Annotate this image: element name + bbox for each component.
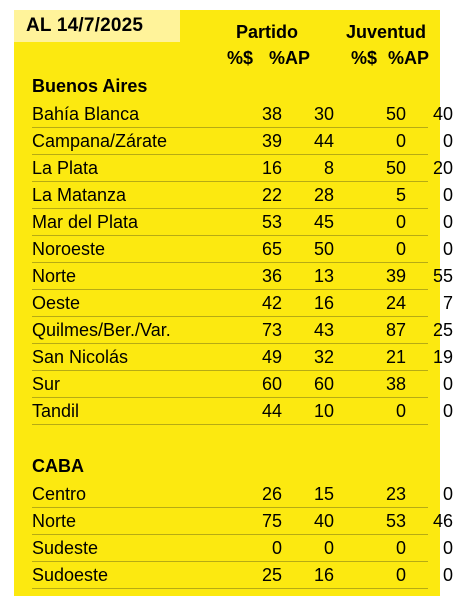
value-juventud-pct-money: 50 [385, 104, 406, 124]
table-row [32, 128, 453, 155]
row-name: Quilmes/Ber./Var. [32, 320, 171, 340]
table-row [32, 101, 453, 128]
table-row [32, 317, 453, 344]
table-row [32, 562, 453, 589]
value-juventud-pct-ap: 0 [442, 401, 453, 421]
value-juventud-pct-ap: 0 [442, 239, 453, 259]
value-juventud-pct-ap: 46 [432, 511, 453, 531]
section-title-buenos-aires: Buenos Aires [32, 76, 148, 96]
row-name: La Plata [32, 158, 99, 178]
row-name: Oeste [32, 293, 81, 313]
row-name: Centro [32, 484, 87, 504]
value-partido-pct-money: 39 [261, 131, 282, 151]
table-row [32, 182, 453, 209]
value-juventud-pct-ap: 19 [432, 347, 453, 367]
row-name: Sur [32, 374, 61, 394]
subheader-juventud-pct-money: %$ [350, 48, 377, 68]
value-partido-pct-money: 53 [261, 212, 282, 232]
value-partido-pct-money: 49 [261, 347, 282, 367]
table-row [32, 508, 453, 535]
value-partido-pct-money: 36 [261, 266, 282, 286]
value-juventud-pct-money: 21 [385, 347, 406, 367]
value-juventud-pct-money: 50 [385, 158, 406, 178]
value-partido-pct-ap: 28 [313, 185, 334, 205]
row-name: Norte [32, 266, 77, 286]
row-name: Sudeste [32, 538, 99, 558]
value-partido-pct-ap: 16 [313, 293, 334, 313]
table-row [32, 263, 453, 290]
header-partido: Partido [235, 22, 298, 42]
row-name: Sudoeste [32, 565, 109, 585]
value-partido-pct-money: 44 [261, 401, 282, 421]
value-partido-pct-money: 25 [261, 565, 282, 585]
row-name: Mar del Plata [32, 212, 139, 232]
row-name: San Nicolás [32, 347, 129, 367]
value-juventud-pct-money: 0 [395, 538, 406, 558]
row-name: Campana/Zárate [32, 131, 168, 151]
value-juventud-pct-money: 23 [385, 484, 406, 504]
value-juventud-pct-money: 53 [385, 511, 406, 531]
value-juventud-pct-ap: 7 [442, 293, 453, 313]
value-juventud-pct-money: 0 [395, 239, 406, 259]
value-partido-pct-money: 38 [261, 104, 282, 124]
value-partido-pct-ap: 40 [313, 511, 334, 531]
value-juventud-pct-ap: 0 [442, 185, 453, 205]
table-row [32, 344, 453, 371]
date-label: AL 14/7/2025 [26, 15, 144, 36]
row-name: Bahía Blanca [32, 104, 140, 124]
value-partido-pct-ap: 50 [313, 239, 334, 259]
value-partido-pct-ap: 45 [313, 212, 334, 232]
value-partido-pct-ap: 15 [313, 484, 334, 504]
table-row [32, 236, 453, 263]
value-juventud-pct-ap: 0 [442, 131, 453, 151]
table-row [32, 481, 453, 508]
value-partido-pct-ap: 0 [323, 538, 334, 558]
table-row [32, 371, 453, 398]
value-juventud-pct-ap: 0 [442, 565, 453, 585]
value-partido-pct-money: 73 [261, 320, 282, 340]
value-juventud-pct-money: 0 [395, 212, 406, 232]
value-partido-pct-money: 26 [261, 484, 282, 504]
value-partido-pct-money: 0 [271, 538, 282, 558]
value-partido-pct-ap: 44 [313, 131, 334, 151]
value-juventud-pct-money: 24 [385, 293, 406, 313]
subheader-partido-pct-ap: %AP [268, 48, 310, 68]
value-partido-pct-money: 60 [261, 374, 282, 394]
table-row [32, 290, 453, 317]
value-partido-pct-money: 42 [261, 293, 282, 313]
value-juventud-pct-ap: 20 [432, 158, 453, 178]
value-partido-pct-ap: 60 [313, 374, 334, 394]
value-juventud-pct-money: 38 [385, 374, 406, 394]
value-partido-pct-money: 22 [261, 185, 282, 205]
value-partido-pct-ap: 16 [313, 565, 334, 585]
section-title-caba: CABA [32, 456, 84, 476]
value-juventud-pct-ap: 40 [432, 104, 453, 124]
value-partido-pct-ap: 10 [313, 401, 334, 421]
table-row [32, 155, 453, 182]
value-juventud-pct-ap: 55 [432, 266, 453, 286]
table-row [32, 535, 453, 562]
value-partido-pct-money: 75 [261, 511, 282, 531]
value-juventud-pct-ap: 25 [432, 320, 453, 340]
value-partido-pct-ap: 13 [313, 266, 334, 286]
value-juventud-pct-money: 5 [395, 185, 406, 205]
row-name: La Matanza [32, 185, 127, 205]
subheader-juventud-pct-ap: %AP [387, 48, 429, 68]
value-partido-pct-ap: 32 [313, 347, 334, 367]
header-juventud: Juventud [345, 22, 426, 42]
table-row [32, 398, 453, 425]
row-name: Noroeste [32, 239, 106, 259]
value-partido-pct-money: 16 [261, 158, 282, 178]
value-partido-pct-ap: 8 [323, 158, 334, 178]
value-juventud-pct-money: 0 [395, 131, 406, 151]
value-juventud-pct-money: 0 [395, 565, 406, 585]
value-juventud-pct-money: 87 [385, 320, 406, 340]
value-partido-pct-ap: 43 [313, 320, 334, 340]
value-juventud-pct-ap: 0 [442, 484, 453, 504]
value-juventud-pct-money: 39 [385, 266, 406, 286]
value-juventud-pct-ap: 0 [442, 212, 453, 232]
value-partido-pct-money: 65 [261, 239, 282, 259]
row-name: Norte [32, 511, 77, 531]
table-row [32, 209, 453, 236]
value-juventud-pct-ap: 0 [442, 374, 453, 394]
value-juventud-pct-money: 0 [395, 401, 406, 421]
value-juventud-pct-ap: 0 [442, 538, 453, 558]
value-partido-pct-ap: 30 [313, 104, 334, 124]
subheader-partido-pct-money: %$ [226, 48, 253, 68]
row-name: Tandil [32, 401, 80, 421]
